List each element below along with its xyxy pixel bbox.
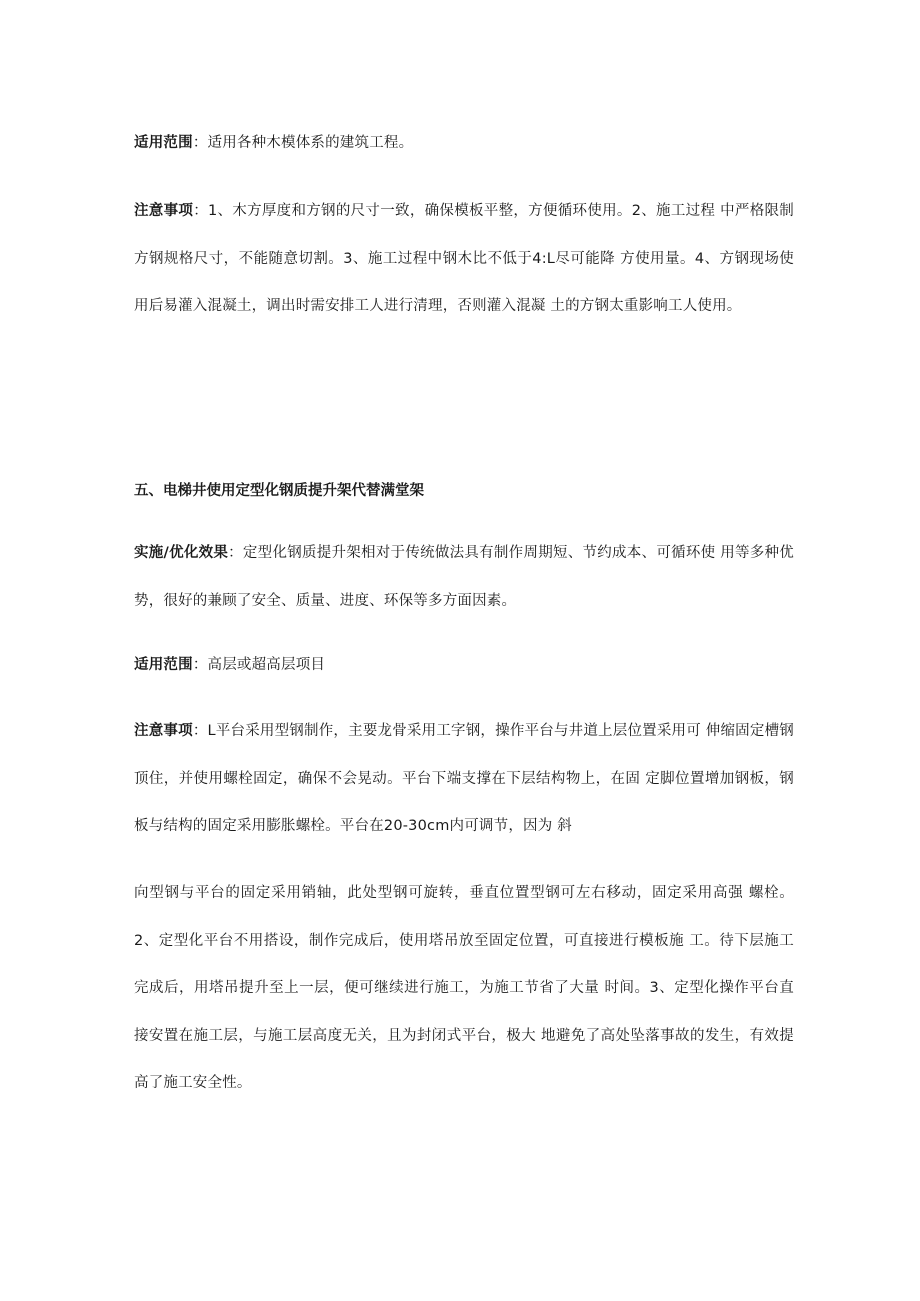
notes-paragraph-2a [134,708,794,851]
section-heading-5: 五、电梯井使用定型化钢质提升架代替满堂架 [134,483,424,499]
scope-label-1: 适用范围 [134,135,193,151]
notes-text-1: ：1、木方厚度和方钢的尺寸一致，确保模板平整，方便循环使用。2、施工过程 中严格限制方钢规格尺寸，不能随意切割。3、施工过程中钢木比不低于4:L尽可能降 方使用量。4、方钢现场使用后易灌入混凝土，调出时需安排工人进行清理，否则灌入混凝 土的方钢太重影响工人使用。 [134,203,794,314]
notes-label-2: 注意事项 [134,723,193,739]
effect-label: 实施/优化效果 [134,545,229,561]
scope-label-2: 适用范围 [134,657,193,673]
notes-paragraph-1 [134,188,794,331]
notes-text-2b: 向型钢与平台的固定采用销轴，此处型钢可旋转，垂直位置型钢可左右移动，固定采用高强 螺栓。2、定型化平台不用搭设，制作完成后，使用塔吊放至固定位置，可直接进行模板施 工。待下层施工完成后，用塔吊提升至上一层，便可继续进行施工，为施工节省了大量 时间。3、定型化操作平台直接安置在施工层，与施工层高度无关，且为封闭式平台，极大 地避免了高处坠落事故的发生，有效提高了施工安全性。 [134,885,794,1091]
notes-label-1: 注意事项 [134,203,194,219]
scope-text-1: ：适用各种木模体系的建筑工程。 [192,135,414,151]
scope-paragraph-1 [134,120,794,168]
effect-text: ：定型化钢质提升架相对于传统做法具有制作周期短、节约成本、可循环使 用等多种优势，很好的兼顾了安全、质量、进度、环保等多方面因素。 [134,545,795,609]
effect-paragraph [134,530,794,625]
scope-text-2: ：高层或超高层项目 [192,657,326,673]
notes-text-2a: ：L平台采用型钢制作，主要龙骨采用工字钢，操作平台与井道上层位置采用可 伸缩固定槽钢顶住，并使用螺栓固定，确保不会晃动。平台下端支撑在下层结构物上，在固 定脚位置增加钢板，钢板与结构的固定采用膨胀螺栓。平台在20-30cm内可调节，因为 斜 [134,723,794,834]
scope-paragraph-2 [134,642,794,690]
notes-paragraph-2b [134,870,794,1108]
